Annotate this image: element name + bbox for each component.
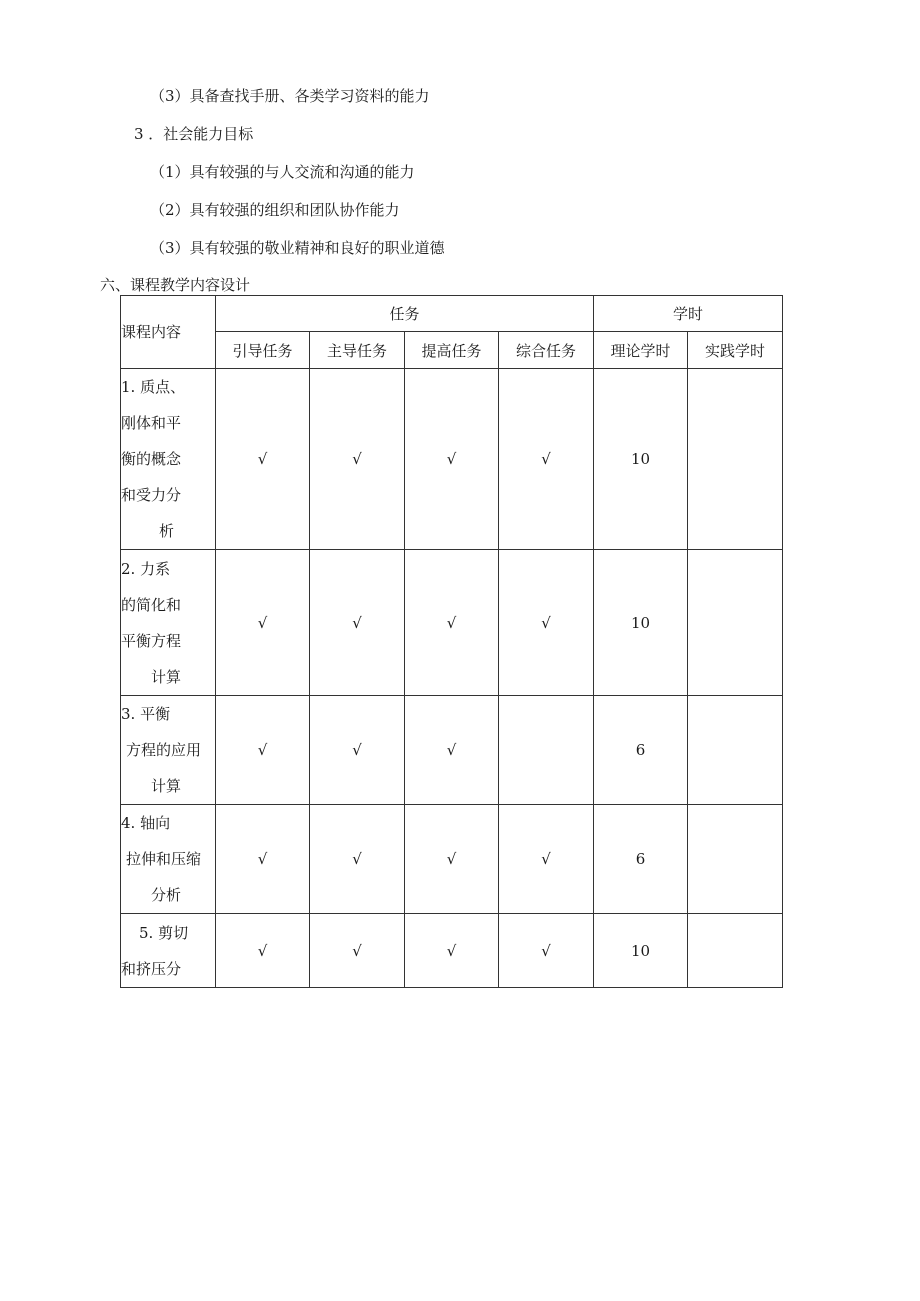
practice-hours [688, 550, 783, 696]
header-practice-hours: 实践学时 [688, 332, 783, 369]
header-task-main: 主导任务 [310, 332, 405, 369]
row-title: 4. 轴向 拉伸和压缩 分析 [121, 805, 216, 914]
practice-hours [688, 696, 783, 805]
practice-hours [688, 914, 783, 988]
check-mark: √ [405, 914, 499, 988]
header-hours: 学时 [594, 296, 783, 332]
check-mark: √ [310, 914, 405, 988]
table-row [121, 805, 783, 914]
row-title: 1. 质点、 刚体和平 衡的概念 和受力分 析 [121, 369, 216, 550]
check-mark: √ [405, 550, 499, 696]
table-row [121, 696, 783, 805]
header-task-guide: 引导任务 [216, 332, 310, 369]
social-item-3: （3）具有较强的敬业精神和良好的职业道德 [150, 239, 445, 257]
practice-hours [688, 805, 783, 914]
check-mark: √ [310, 805, 405, 914]
social-item-1: （1）具有较强的与人交流和沟通的能力 [150, 163, 415, 181]
check-mark: √ [216, 550, 310, 696]
header-tasks: 任务 [216, 296, 594, 332]
social-ability-heading: 3 ．社会能力目标 [134, 125, 254, 143]
table-row [121, 914, 783, 988]
row-title: 2. 力系 的简化和 平衡方程 计算 [121, 550, 216, 696]
row-title: 3. 平衡 方程的应用 计算 [121, 696, 216, 805]
theory-hours: 10 [594, 914, 688, 988]
practice-hours [688, 369, 783, 550]
check-mark: √ [405, 805, 499, 914]
check-mark: √ [310, 369, 405, 550]
check-mark: √ [216, 805, 310, 914]
check-mark: √ [499, 369, 594, 550]
ability-item-3: （3）具备查找手册、各类学习资料的能力 [150, 87, 430, 105]
check-mark: √ [216, 914, 310, 988]
check-mark: √ [499, 805, 594, 914]
theory-hours: 6 [594, 696, 688, 805]
check-mark: √ [216, 369, 310, 550]
header-task-comprehensive: 综合任务 [499, 332, 594, 369]
check-mark: √ [310, 696, 405, 805]
check-mark: √ [499, 550, 594, 696]
check-mark: √ [216, 696, 310, 805]
theory-hours: 10 [594, 369, 688, 550]
header-task-advance: 提高任务 [405, 332, 499, 369]
theory-hours: 6 [594, 805, 688, 914]
check-mark: √ [405, 369, 499, 550]
table-row [121, 550, 783, 696]
check-mark: √ [405, 696, 499, 805]
theory-hours: 10 [594, 550, 688, 696]
table-row [121, 369, 783, 550]
check-mark: √ [310, 550, 405, 696]
row-title: 5. 剪切 和挤压分 [121, 914, 216, 988]
course-content-table [120, 295, 783, 988]
social-item-2: （2）具有较强的组织和团队协作能力 [150, 201, 400, 219]
header-theory-hours: 理论学时 [594, 332, 688, 369]
section-heading: 六、课程教学内容设计 [100, 276, 251, 294]
header-course-content: 课程内容 [121, 296, 216, 369]
check-mark [499, 696, 594, 805]
check-mark: √ [499, 914, 594, 988]
